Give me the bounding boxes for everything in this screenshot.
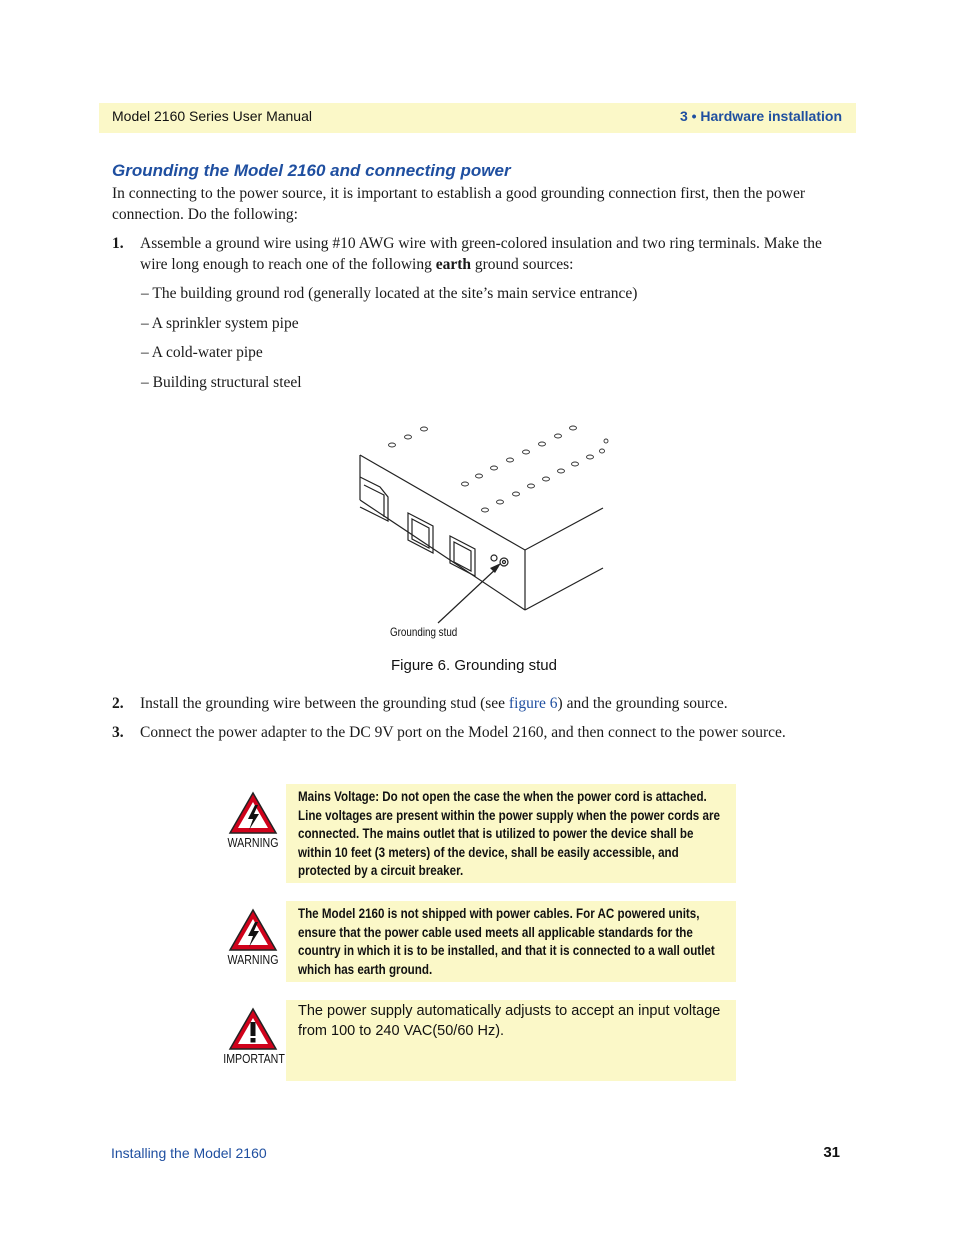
step-3-text: Connect the power adapter to the DC 9V port on the Model 2160, and then connect to the power source. [140, 724, 786, 741]
warning-callout-1 [218, 790, 288, 850]
warning-note-2 [286, 901, 736, 982]
step-2-text [140, 693, 850, 714]
important-note-text: The power supply automatically adjusts to accept an input voltage from 100 to 240 VAC(50/60 Hz). [298, 1003, 721, 1039]
manual-title: Model 2160 Series User Manual [112, 108, 312, 124]
important-callout [218, 1006, 288, 1066]
figure-caption: Figure 6. Grounding stud [391, 657, 557, 674]
list-item: – The building ground rod (generally located at the site’s main service entrance) [141, 285, 638, 302]
section-title: Grounding the Model 2160 and connecting power [112, 161, 511, 180]
warning-note-1 [286, 784, 736, 883]
figure-6-link[interactable]: figure 6 [508, 695, 558, 712]
step-1-bold: earth [435, 256, 472, 273]
important-note [286, 1000, 736, 1081]
step-1-text [140, 233, 850, 275]
figure-callout-label: Grounding stud [390, 625, 458, 639]
warning-label: WARNING [227, 836, 279, 850]
step-2-text-before: Install the grounding wire between the grounding stud (see [140, 695, 509, 712]
chapter-title: 3 • Hardware installation [679, 108, 842, 124]
warning-label: WARNING [227, 953, 279, 967]
step-1-number: 1. [112, 235, 124, 252]
intro-paragraph: In connecting to the power source, it is important to establish a good grounding connection first, then the power connection. Do the following: [112, 185, 806, 223]
step-2-text-after: ) and the grounding source. [557, 695, 728, 712]
warning-callout-2 [218, 907, 288, 967]
warning-note-2-text: The Model 2160 is not shipped with power cables. For AC powered units, ensure that the power cable used meets all applicable standards for the country in which it is to be installed, and that it is connected to a wall outlet which has earth ground. [298, 906, 715, 977]
step-2-number: 2. [112, 695, 124, 712]
grounding-stud-figure [350, 405, 620, 645]
page-number: 31 [823, 1144, 840, 1161]
warning-icon [218, 907, 288, 953]
step-3-number: 3. [112, 724, 124, 741]
warning-note-1-text: Mains Voltage: Do not open the case the when the power cord is attached. Line voltages are present within the power supply when the power cords are connected. The mains outlet that is utilized to power the device shall be within 10 feet (3 meters) of the device, shall be easily accessible, and protected by a circuit breaker. [298, 789, 720, 878]
important-label: IMPORTANT [223, 1052, 285, 1066]
exclamation-icon [218, 1006, 288, 1052]
list-item: – Building structural steel [141, 374, 302, 391]
list-item: – A cold-water pipe [141, 344, 263, 361]
footer-chapter-link: Installing the Model 2160 [111, 1145, 267, 1161]
warning-icon [218, 790, 288, 836]
running-header [99, 103, 856, 133]
list-item: – A sprinkler system pipe [141, 315, 299, 332]
step-1-text-before: Assemble a ground wire using #10 AWG wire with green-colored insulation and two ring terminals. Make the wire long enough to reach one of the following [140, 235, 822, 273]
step-1-text-after: ground sources: [471, 256, 574, 273]
